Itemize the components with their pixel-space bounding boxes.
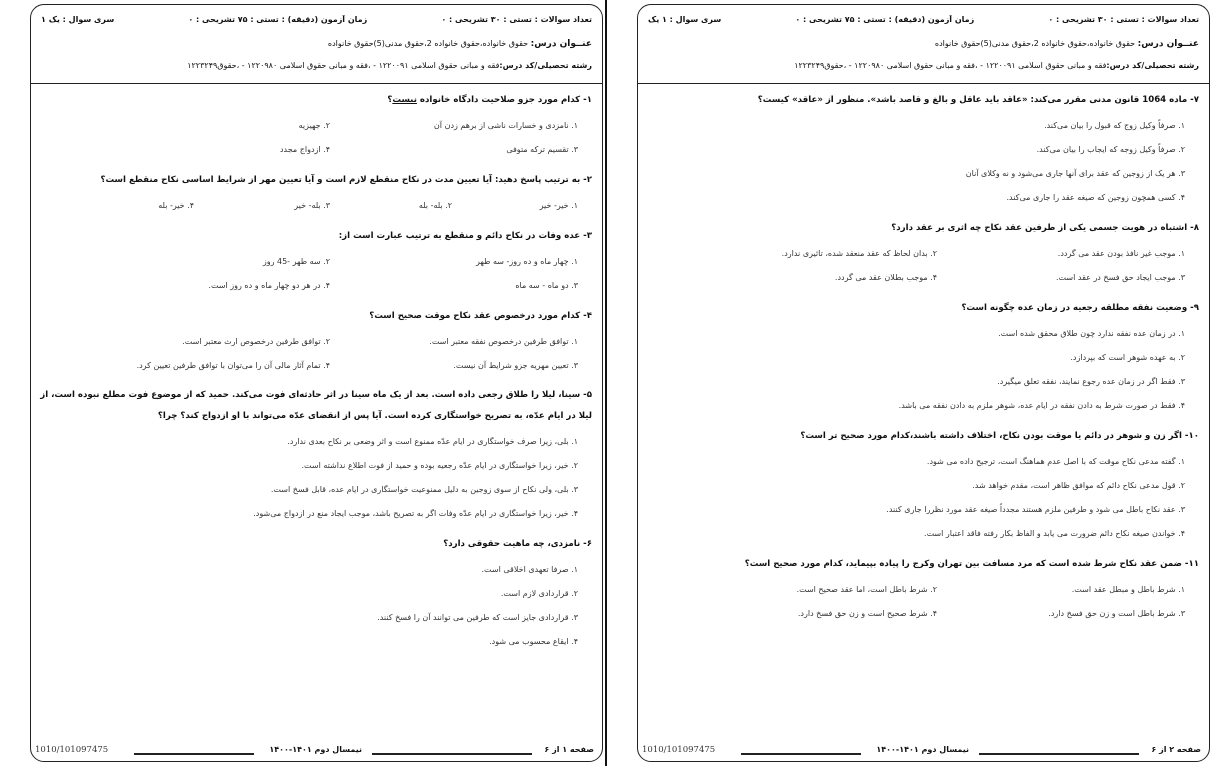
question-11: ۱۱- ضمن عقد نکاح شرط شده است که مرد مسافت بین تهران وکرج را پیاده بپیماید، کدام مورد صحیح است؟ <box>744 559 1199 569</box>
option[interactable]: ۲. قراردادی لازم است. <box>500 589 578 598</box>
question-count: تعداد سوالات : تستی : ۳۰ تشریحی : ۰ <box>1048 15 1199 24</box>
term-label: نیمسال دوم ۱۴۰۱-۱۴۰۰ <box>876 745 969 754</box>
option[interactable]: ۴. در هر دو چهار ماه و ده روز است. <box>208 281 330 290</box>
option[interactable]: ۱. صرفاً وکیل زوج که قبول را بیان می‌کند. <box>1044 121 1185 130</box>
option[interactable]: ۴. خیر- بله <box>158 201 194 210</box>
option[interactable]: ۴. موجب بطلان عقد می گردد. <box>834 273 937 282</box>
option[interactable]: ۳. هر یک از زوجین که عقد برای آنها جاری می‌شود و نه وکلای آنان <box>965 169 1185 178</box>
footer-rule <box>372 753 532 755</box>
option[interactable]: ۴. کسی همچون زوجین که صیغه عقد را جاری می‌کند. <box>1006 193 1185 202</box>
question-10: ۱۰- اگر زن و شوهر در دائم یا موقت بودن نکاح، اختلاف داشته باشند،کدام مورد صحیح تر است؟ <box>800 431 1199 441</box>
option[interactable]: ۱. بلی، زیرا صرف خواستگاری در ایام عدّه ممنوع است و اثر وضعی بر نکاح بعدی ندارد. <box>287 437 578 446</box>
question-count: تعداد سوالات : تستی : ۳۰ تشریحی : ۰ <box>441 15 592 24</box>
option[interactable]: ۳. تقسیم ترکه متوفی <box>506 145 578 154</box>
option[interactable]: ۲. قول مدعی نکاح دائم که موافق ظاهر است، مقدم خواهد شد. <box>972 481 1185 490</box>
page-number: صفحه ۲ از ۶ <box>1151 745 1201 754</box>
question-4: ۴- کدام مورد درخصوص عقد نکاح موقت صحیح است؟ <box>369 311 592 321</box>
course-label: عنــوان درس: <box>530 39 592 49</box>
option[interactable]: ۱. در زمان عده نفقه ندارد چون طلاق محقق شده است. <box>998 329 1185 338</box>
option[interactable]: ۳. فقط اگر در زمان عده رجوع نمایند، نفقه تعلق میگیرد. <box>997 377 1185 386</box>
option[interactable]: ۴. خواندن صیغه نکاح دائم ضرورت می یابد و الفاظ بکار رفته فاقد اعتبار است. <box>924 529 1185 538</box>
question-7: ۷- ماده 1064 قانون مدنی مقرر می‌کند: «عاقد باید عاقل و بالغ و قاصد باشد». منظور از «عاقد» کیست؟ <box>757 95 1199 105</box>
exam-time: زمان آزمون (دقیقه) : تستی : ۷۵ تشریحی : ۰ <box>795 15 975 24</box>
option[interactable]: ۴. شرط صحیح است و زن حق فسخ دارد. <box>797 609 937 618</box>
option[interactable]: ۱. خیر- خیر <box>539 201 578 210</box>
option[interactable]: ۴. خیر، زیرا خواستگاری در ایام عدّه وفات اگر به تصریح باشد، موجب ایجاد منع در ازدواج می‌شود. <box>253 509 578 518</box>
question-9: ۹- وضعیت نفقه مطلقه رجعیه در زمان عده چگونه است؟ <box>961 303 1199 313</box>
course-value: حقوق خانواده،حقوق خانواده 2،حقوق مدنی(5)حقوق خانواده <box>934 39 1136 48</box>
exam-page-2 <box>637 4 1210 762</box>
option[interactable]: ۱. شرط باطل و مبطل عقد است. <box>1071 585 1185 594</box>
field-value: فقه و مبانی حقوق اسلامی ۱۲۲۰۰۹۱ - ،فقه و مبانی حقوق اسلامی ۱۲۲۰۹۸۰ - ،حقوق۱۲۲۳۲۴۹ <box>187 61 500 70</box>
option[interactable]: ۲. خیر، زیرا خواستگاری در ایام عدّه رجعیه بوده و حمید از فوت اطلاع نداشته است. <box>301 461 578 470</box>
option[interactable]: ۴. فقط در صورت شرط به دادن نفقه در ایام عده، شوهر ملزم به دادن نفقه می باشد. <box>898 401 1185 410</box>
course-value: حقوق خانواده،حقوق خانواده 2،حقوق مدنی(5)حقوق خانواده <box>327 39 529 48</box>
question-3: ۳- عده وفات در نکاح دائم و منقطع به ترتیب عبارت است از: <box>338 231 592 241</box>
page-header <box>638 5 1209 84</box>
option[interactable]: ۲. صرفاً وکیل زوجه که ایجاب را بیان می‌کند. <box>1036 145 1185 154</box>
option[interactable]: ۱. گفته مدعی نکاح موقت که با اصل عدم هماهنگ است، ترجیح داده می شود. <box>926 457 1185 466</box>
question-2: ۲- به ترتیب پاسخ دهید: آیا تعیین مدت در نکاح منقطع لازم است و آیا تعیین مهر از شرایط اساسی نکاح منقطع است؟ <box>100 175 592 185</box>
course-label: عنــوان درس: <box>1137 39 1199 49</box>
option[interactable]: ۳. بلی، ولی نکاح از سوی زوجین به دلیل ممنوعیت خواستگاری در ایام عده، قابل فسخ است. <box>270 485 578 494</box>
option[interactable]: ۲. جهیزیه <box>298 121 330 130</box>
option[interactable]: ۳. شرط باطل است و زن حق فسخ دارد. <box>1048 609 1185 618</box>
option[interactable]: ۴. ازدواج مجدد <box>279 145 330 154</box>
option[interactable]: ۳. عقد نکاح باطل می شود و طرفین ملزم هستند مجدداً صیغه عقد مورد نظررا جاری کنند. <box>886 505 1185 514</box>
option[interactable]: ۲. توافق طرفین درخصوص ارث معتبر است. <box>182 337 330 346</box>
negation-word: نیست <box>392 95 417 105</box>
option[interactable]: ۱. موجب غیر نافذ بودن عقد می گردد. <box>1057 249 1185 258</box>
exam-page-1 <box>30 4 603 762</box>
option[interactable]: ۴. ایقاع محسوب می شود. <box>489 637 578 646</box>
option[interactable]: ۴. تمام آثار مالی آن را می‌توان با توافق طرفین تعیین کرد. <box>136 361 330 370</box>
page-header <box>31 5 602 84</box>
option[interactable]: ۱. نامزدی و خسارات ناشی از برهم زدن آن <box>433 121 578 130</box>
exam-code: 1010/101097475 <box>35 745 109 755</box>
option[interactable]: ۱. صرفا تعهدی اخلاقی است. <box>481 565 578 574</box>
option[interactable]: ۳. دو ماه - سه ماه <box>515 281 578 290</box>
question-5: ۵- سینا، لیلا را طلاق رجعی داده است. بعد از یک ماه سینا در اثر حادثه‌ای فوت می‌کند. حمید که از موضوع فوت مطلع نبوده است، از لیلا در ایام عدّه، به تصریح خواستگاری کرده است. آیا پس از انقضای عدّه می‌تواند با او ازدواج کند؟ چرا؟ <box>40 390 592 421</box>
footer-rule <box>741 753 861 755</box>
option[interactable]: ۱. توافق طرفین درخصوص نفقه معتبر است. <box>429 337 578 346</box>
question-series: سری سوال : ۱ یک <box>648 15 722 24</box>
option[interactable]: ۲. سه طهر -45 روز <box>262 257 330 266</box>
term-label: نیمسال دوم ۱۴۰۱-۱۴۰۰ <box>269 745 362 754</box>
question-series: سری سوال : یک ۱ <box>41 15 115 24</box>
option[interactable]: ۳. تعیین مهریه جزو شرایط آن نیست. <box>453 361 578 370</box>
question-6: ۶- نامزدی، چه ماهیت حقوقی دارد؟ <box>443 539 592 549</box>
option[interactable]: ۲. به عهده شوهر است که بپردازد. <box>1070 353 1185 362</box>
field-label: رشته تحصیلی/کد درس: <box>499 61 592 70</box>
footer-rule <box>134 753 254 755</box>
page-number: صفحه ۱ از ۶ <box>544 745 594 754</box>
option[interactable]: ۱. چهار ماه و ده روز- سه طهر <box>475 257 578 266</box>
option[interactable]: ۳. بله- خیر <box>294 201 330 210</box>
exam-time: زمان آزمون (دقیقه) : تستی : ۷۵ تشریحی : ۰ <box>188 15 368 24</box>
page-footer <box>638 743 1209 761</box>
option[interactable]: ۲. بدان لحاظ که عقد منعقد شده، تاثیری ندارد. <box>781 249 937 258</box>
footer-rule <box>979 753 1139 755</box>
field-value: فقه و مبانی حقوق اسلامی ۱۲۲۰۰۹۱ - ،فقه و مبانی حقوق اسلامی ۱۲۲۰۹۸۰ - ،حقوق۱۲۲۳۲۴۹ <box>794 61 1107 70</box>
exam-code: 1010/101097475 <box>642 745 716 755</box>
option[interactable]: ۳. موجب ایجاد حق فسخ در عقد است. <box>1056 273 1185 282</box>
page-footer <box>31 743 602 761</box>
question-8: ۸- اشتباه در هویت جسمی یکی از طرفین عقد نکاح چه اثری بر عقد دارد؟ <box>891 223 1199 233</box>
option[interactable]: ۲. بله- بله <box>418 201 452 210</box>
field-label: رشته تحصیلی/کد درس: <box>1106 61 1199 70</box>
page-divider <box>605 0 607 766</box>
option[interactable]: ۳. قراردادی جایز است که طرفین می توانند آن را فسخ کنند. <box>377 613 578 622</box>
option[interactable]: ۲. شرط باطل است، اما عقد صحیح است. <box>796 585 937 594</box>
question-1: ۱- کدام مورد جزو صلاحیت دادگاه خانواده نیست؟ <box>387 95 592 105</box>
